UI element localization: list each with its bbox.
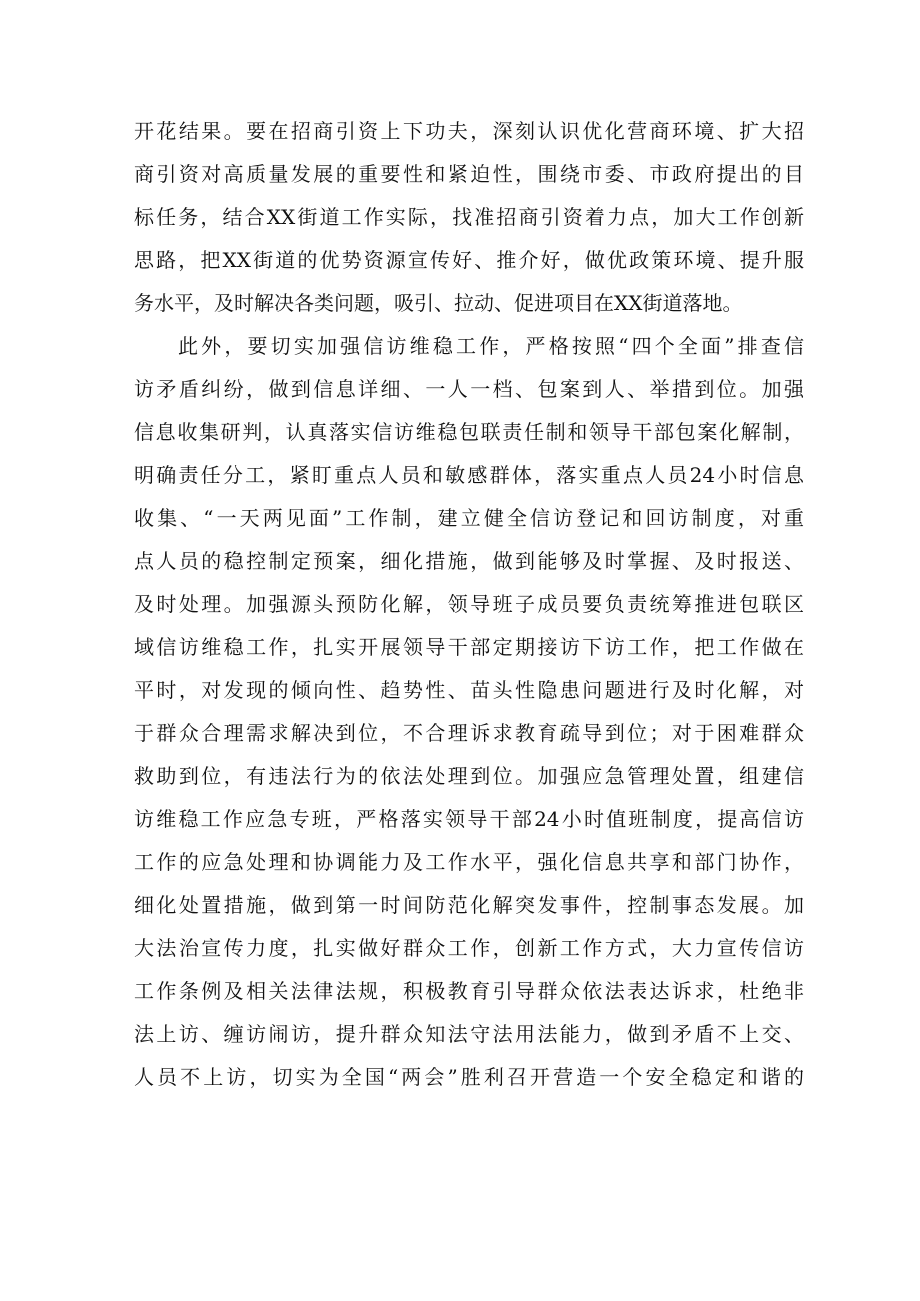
text-line: 法上访、缠访闹访，提升群众知法守法用法能力，做到矛盾不上交、	[134, 1022, 804, 1046]
text-line: 标任务，结合XX街道工作实际，找准招商引资着力点，加大工作创新	[134, 205, 804, 229]
text-line: 救助到位，有违法行为的依法处理到位。加强应急管理处置，组建信	[134, 764, 804, 788]
text-line: 开花结果。要在招商引资上下功夫，深刻认识优化营商环境、扩大招	[134, 119, 804, 143]
text-line: 于群众合理需求解决到位，不合理诉求教育疏导到位；对于困难群众	[134, 721, 804, 745]
paragraph-petition-stability	[134, 325, 804, 1099]
paragraph-investment	[134, 110, 804, 325]
text-line: 及时处理。加强源头预防化解，领导班子成员要负责统筹推进包联区	[134, 592, 804, 616]
document-body	[134, 110, 804, 1099]
text-line: 此外，要切实加强信访维稳工作，严格按照“四个全面”排查信	[178, 334, 804, 358]
text-line: 细化处置措施，做到第一时间防范化解突发事件，控制事态发展。加	[134, 893, 804, 917]
text-line: 信息收集研判，认真落实信访维稳包联责任制和领导干部包案化解制，	[134, 420, 804, 444]
text-line: 域信访维稳工作，扎实开展领导干部定期接访下访工作，把工作做在	[134, 635, 804, 659]
text-line: 访维稳工作应急专班，严格落实领导干部24小时值班制度，提高信访	[134, 807, 804, 831]
text-line: 点人员的稳控制定预案，细化措施，做到能够及时掌握、及时报送、	[134, 549, 804, 573]
text-line: 思路，把XX街道的优势资源宣传好、推介好，做优政策环境、提升服	[134, 248, 804, 272]
text-line: 收集、“一天两见面”工作制，建立健全信访登记和回访制度，对重	[134, 506, 804, 530]
text-line: 工作的应急处理和协调能力及工作水平，强化信息共享和部门协作，	[134, 850, 804, 874]
text-line: 商引资对高质量发展的重要性和紧迫性，围绕市委、市政府提出的目	[134, 162, 804, 186]
text-line: 访矛盾纠纷，做到信息详细、一人一档、包案到人、举措到位。加强	[134, 377, 804, 401]
text-line: 务水平，及时解决各类问题，吸引、拉动、促进项目在XX街道落地。	[134, 291, 743, 315]
text-line: 工作条例及相关法律法规，积极教育引导群众依法表达诉求，杜绝非	[134, 979, 804, 1003]
text-line: 大法治宣传力度，扎实做好群众工作，创新工作方式，大力宣传信访	[134, 936, 804, 960]
text-line: 人员不上访，切实为全国“两会”胜利召开营造一个安全稳定和谐的	[134, 1065, 804, 1089]
text-line: 明确责任分工，紧盯重点人员和敏感群体，落实重点人员24小时信息	[134, 463, 804, 487]
text-line: 平时，对发现的倾向性、趋势性、苗头性隐患问题进行及时化解，对	[134, 678, 804, 702]
